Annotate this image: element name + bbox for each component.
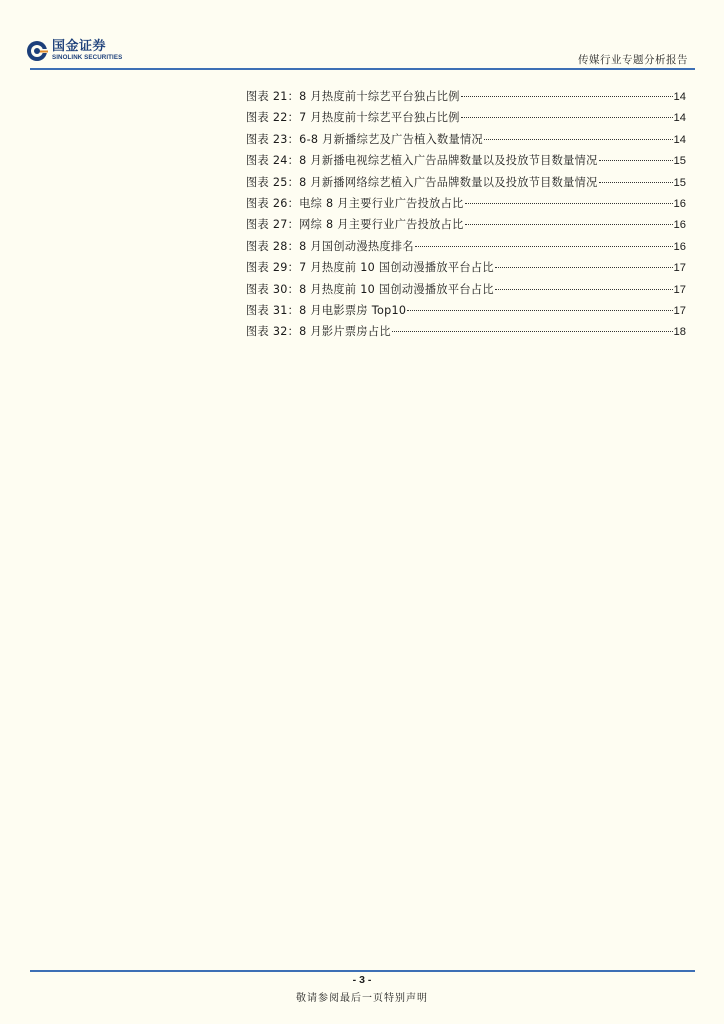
toc-entry-title: 图表 22：7 月热度前十综艺平台独占比例	[246, 111, 460, 125]
toc-entry[interactable]	[246, 323, 686, 344]
toc-entry-title: 图表 28：8 月国创动漫热度排名	[246, 239, 414, 253]
toc-entry-title: 图表 31：8 月电影票房 Top10	[246, 303, 407, 317]
toc-entry-title: 图表 27：网综 8 月主要行业广告投放占比	[246, 218, 464, 232]
logo-name-cn: 国金证券	[52, 39, 107, 55]
toc-dot-leader	[465, 203, 673, 204]
footer-disclaimer: 敬请参阅最后一页特别声明	[296, 993, 428, 1004]
toc-entry-title: 图表 25：8 月新播网络综艺植入广告品牌数量以及投放节目数量情况	[246, 175, 598, 189]
toc-entry-page: 14	[673, 91, 686, 103]
toc-entry[interactable]	[246, 195, 686, 216]
toc-entry[interactable]	[246, 238, 686, 259]
toc-entry-page: 17	[673, 262, 686, 275]
page-header	[0, 0, 724, 72]
toc-dot-leader	[599, 182, 673, 183]
toc-dot-leader	[465, 224, 673, 225]
toc-entry-page: 17	[673, 304, 686, 317]
toc-entry-title: 图表 32：8 月影片票房占比	[246, 325, 391, 339]
toc-entry-title: 图表 26：电综 8 月主要行业广告投放占比	[246, 196, 464, 210]
toc-dot-leader	[461, 117, 673, 118]
report-type-label: 传媒行业专题分析报告	[578, 54, 688, 66]
toc-entry[interactable]	[246, 216, 686, 237]
toc-entry-page: 16	[673, 197, 686, 210]
toc-entry[interactable]	[246, 88, 686, 109]
sinolink-logo-icon	[26, 40, 48, 62]
toc-entry-page: 16	[673, 240, 686, 253]
toc-entry-page: 16	[673, 219, 686, 232]
logo-name-en: SINOLINK SECURITIES	[52, 54, 123, 62]
company-logo	[26, 40, 122, 62]
page-number: - 3 -	[352, 974, 372, 986]
toc-entry[interactable]	[246, 302, 686, 323]
toc-entry-page: 17	[673, 283, 686, 296]
toc-dot-leader	[599, 160, 673, 161]
toc-dot-leader	[495, 289, 673, 290]
toc-entry-page: 14	[673, 112, 686, 125]
toc-entry[interactable]	[246, 259, 686, 280]
toc-entry-title: 图表 21：8 月热度前十综艺平台独占比例	[246, 90, 460, 103]
toc-entry-page: 18	[673, 326, 686, 339]
toc-entry[interactable]	[246, 281, 686, 302]
toc-entry-title: 图表 29：7 月热度前 10 国创动漫播放平台占比	[246, 261, 494, 275]
footer-divider	[30, 970, 695, 972]
toc-entry-title: 图表 30：8 月热度前 10 国创动漫播放平台占比	[246, 282, 494, 296]
toc-entry-title: 图表 23：6-8 月新播综艺及广告植入数量情况	[246, 132, 484, 146]
toc-entry[interactable]	[246, 174, 686, 195]
toc-dot-leader	[495, 267, 673, 268]
toc-dot-leader	[392, 331, 673, 332]
figure-index-list	[246, 88, 686, 345]
toc-dot-leader	[461, 96, 673, 97]
toc-entry-page: 15	[673, 155, 686, 168]
header-divider	[30, 68, 695, 70]
toc-dot-leader	[415, 246, 673, 247]
toc-entry[interactable]	[246, 152, 686, 173]
toc-entry-title: 图表 24：8 月新播电视综艺植入广告品牌数量以及投放节目数量情况	[246, 154, 598, 168]
toc-entry[interactable]	[246, 131, 686, 152]
toc-dot-leader	[407, 310, 672, 311]
toc-dot-leader	[484, 139, 673, 140]
toc-entry-page: 14	[673, 133, 686, 146]
toc-entry[interactable]	[246, 109, 686, 130]
toc-entry-page: 15	[673, 176, 686, 189]
